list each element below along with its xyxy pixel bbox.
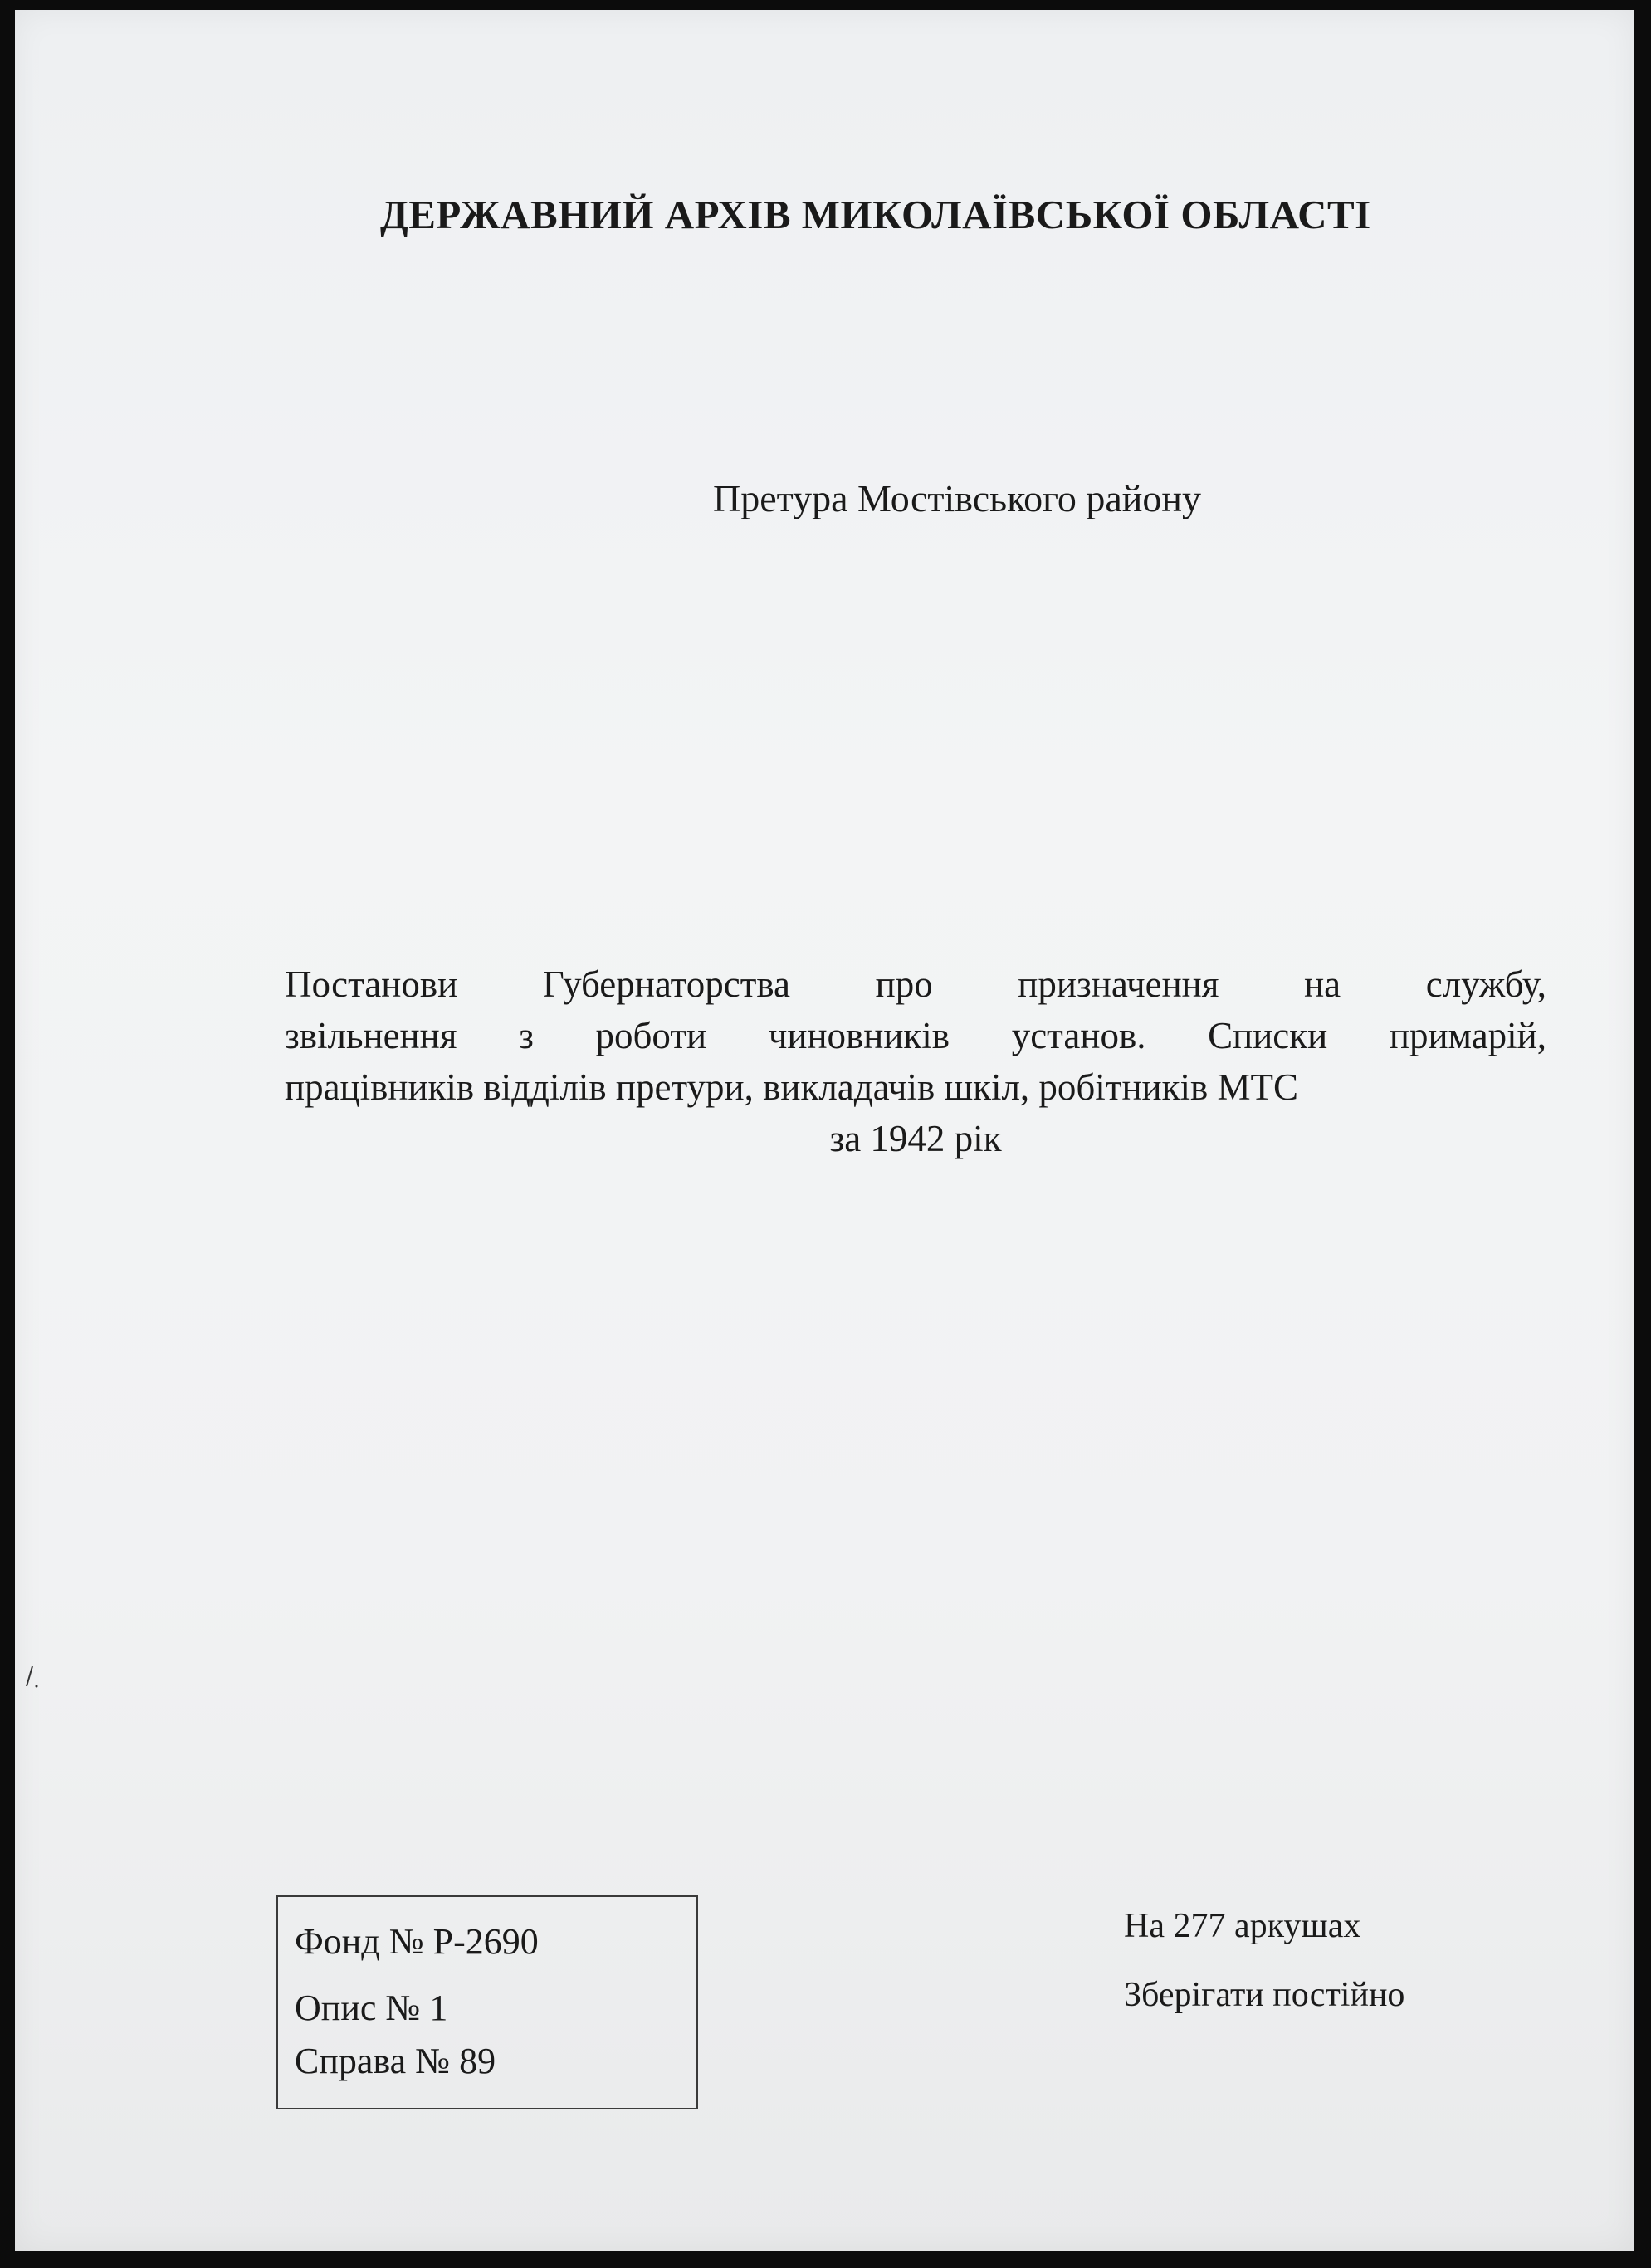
- archive-reference-box: [276, 1895, 698, 2109]
- archive-header: ДЕРЖАВНИЙ АРХІВ МИКОЛАЇВСЬКОЇ ОБЛАСТІ: [380, 192, 1371, 237]
- sprava-number: Справа № 89: [295, 2041, 496, 2081]
- sheets-count: На 277 аркушах: [1124, 1907, 1361, 1945]
- description-line: працівників відділів претури, викладачів шкіл, робітників МТС: [285, 1066, 1299, 1108]
- description-year: за 1942 рік: [829, 1118, 1002, 1159]
- retention-note: Зберігати постійно: [1124, 1976, 1405, 2014]
- description-line: Постанови Губернаторства про призначення на службу,: [285, 963, 1546, 1005]
- description-line: звільнення з роботи чиновників установ. Списки примарій,: [285, 1015, 1546, 1056]
- fund-creator: Претура Мостівського району: [713, 477, 1201, 519]
- fond-number: Фонд № Р-2690: [295, 1921, 539, 1962]
- document-sheet: [15, 10, 1634, 2251]
- pencil-tick-icon: [25, 1661, 43, 1690]
- opys-number: Опис № 1: [295, 1988, 448, 2028]
- case-description: [285, 958, 1546, 1164]
